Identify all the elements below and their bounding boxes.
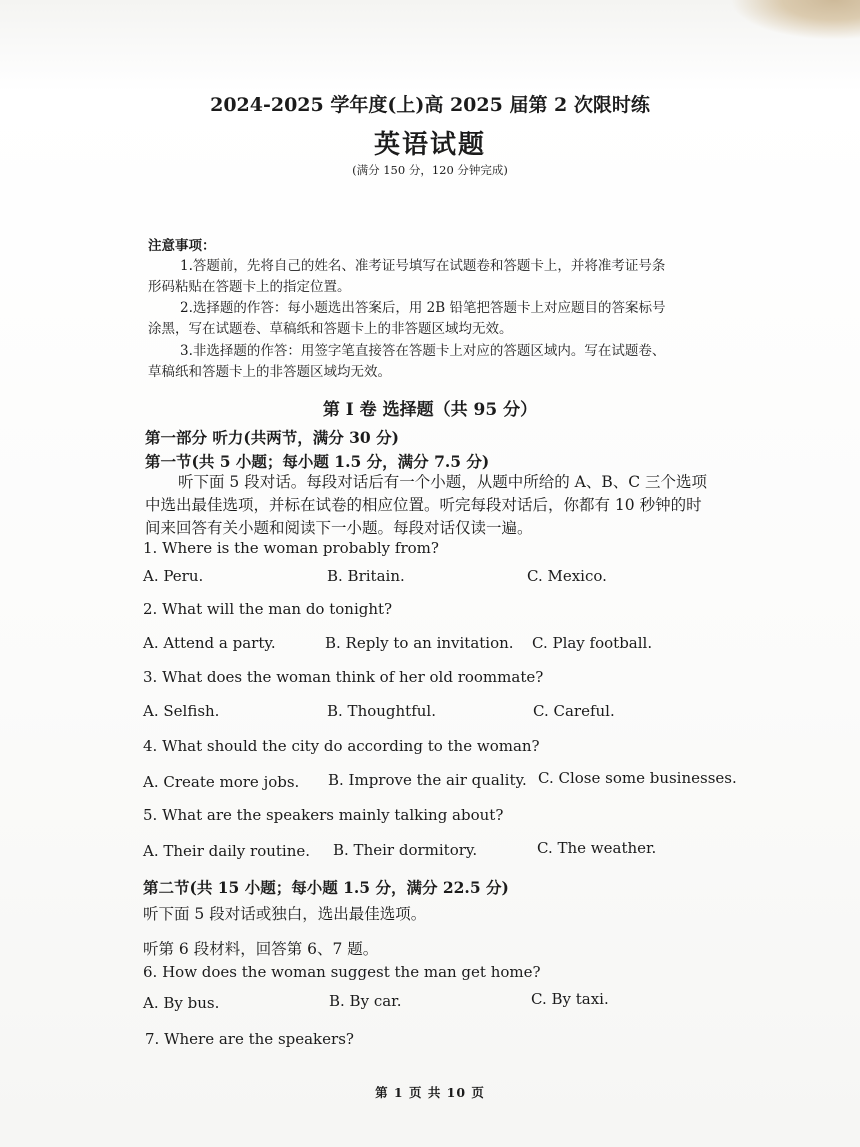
option-c: C. The weather. — [537, 839, 657, 857]
note-line: 涂黑，写在试题卷、草稿纸和答题卡上的非答题区域均无效。 — [148, 321, 513, 337]
option-b: B. Improve the air quality. — [328, 771, 527, 789]
option-a: A. Create more jobs. — [143, 773, 300, 791]
section-title: 第 I 卷 选择题（共 95 分） — [322, 400, 538, 420]
question-text: 6. How does the woman suggest the man get home? — [143, 963, 541, 981]
option-c: C. Play football. — [532, 634, 653, 652]
option-b: B. By car. — [329, 992, 402, 1010]
question-text: 3. What does the woman think of her old roommate? — [143, 668, 544, 686]
exam-header-line: 2024-2025 学年度(上)高 2025 届第 2 次限时练 — [210, 94, 650, 116]
instruction-line: 听下面 5 段对话。每段对话后有一个小题，从题中所给的 A、B、C 三个选项 — [178, 473, 708, 491]
option-b: B. Their dormitory. — [333, 841, 478, 859]
part-heading: 第一部分 听力(共两节，满分 30 分) — [145, 428, 399, 447]
exam-score-time: (满分 150 分，120 分钟完成) — [352, 163, 508, 177]
option-a: A. Peru. — [143, 567, 204, 585]
subsection-heading: 第一节(共 5 小题；每小题 1.5 分，满分 7.5 分) — [145, 452, 490, 471]
option-b: B. Britain. — [327, 567, 405, 585]
instruction-line: 听下面 5 段对话或独白，选出最佳选项。 — [143, 905, 427, 923]
option-c: C. Close some businesses. — [538, 769, 737, 787]
option-b: B. Thoughtful. — [327, 702, 436, 720]
instruction-line: 中选出最佳选项，并标在试卷的相应位置。听完每段对话后，你都有 10 秒钟的时 — [145, 496, 702, 514]
question-text: 7. Where are the speakers? — [145, 1030, 354, 1048]
note-line: 草稿纸和答题卡上的非答题区域均无效。 — [148, 364, 391, 380]
option-c: C. Careful. — [533, 702, 615, 720]
exam-subject-title: 英语试题 — [373, 130, 486, 160]
option-c: C. By taxi. — [531, 990, 609, 1008]
instruction-line: 间来回答有关小题和阅读下一小题。每段对话仅读一遍。 — [145, 519, 533, 537]
page-footer: 第 1 页 共 10 页 — [375, 1085, 485, 1100]
option-a: A. By bus. — [143, 994, 220, 1012]
note-line: 1.答题前，先将自己的姓名、准考证号填写在试题卷和答题卡上，并将准考证号条 — [180, 258, 666, 274]
question-text: 1. Where is the woman probably from? — [143, 539, 439, 557]
question-text: 4. What should the city do according to the woman? — [143, 737, 540, 755]
paper-corner-shadow — [730, 0, 860, 40]
notes-heading: 注意事项： — [148, 238, 216, 254]
option-a: A. Attend a party. — [143, 634, 276, 652]
question-text: 2. What will the man do tonight? — [143, 600, 393, 618]
note-line: 形码粘贴在答题卡上的指定位置。 — [148, 279, 351, 295]
option-c: C. Mexico. — [527, 567, 607, 585]
subsection-heading: 第二节(共 15 小题；每小题 1.5 分，满分 22.5 分) — [143, 878, 509, 897]
option-a: A. Their daily routine. — [143, 842, 311, 860]
note-line: 2.选择题的作答：每小题选出答案后，用 2B 铅笔把答题卡上对应题目的答案标号 — [180, 300, 666, 316]
material-note: 听第 6 段材料，回答第 6、7 题。 — [143, 940, 379, 958]
option-a: A. Selfish. — [143, 702, 220, 720]
option-b: B. Reply to an invitation. — [325, 634, 514, 652]
note-line: 3.非选择题的作答：用签字笔直接答在答题卡上对应的答题区域内。写在试题卷、 — [180, 343, 666, 359]
question-text: 5. What are the speakers mainly talking about? — [143, 806, 504, 824]
